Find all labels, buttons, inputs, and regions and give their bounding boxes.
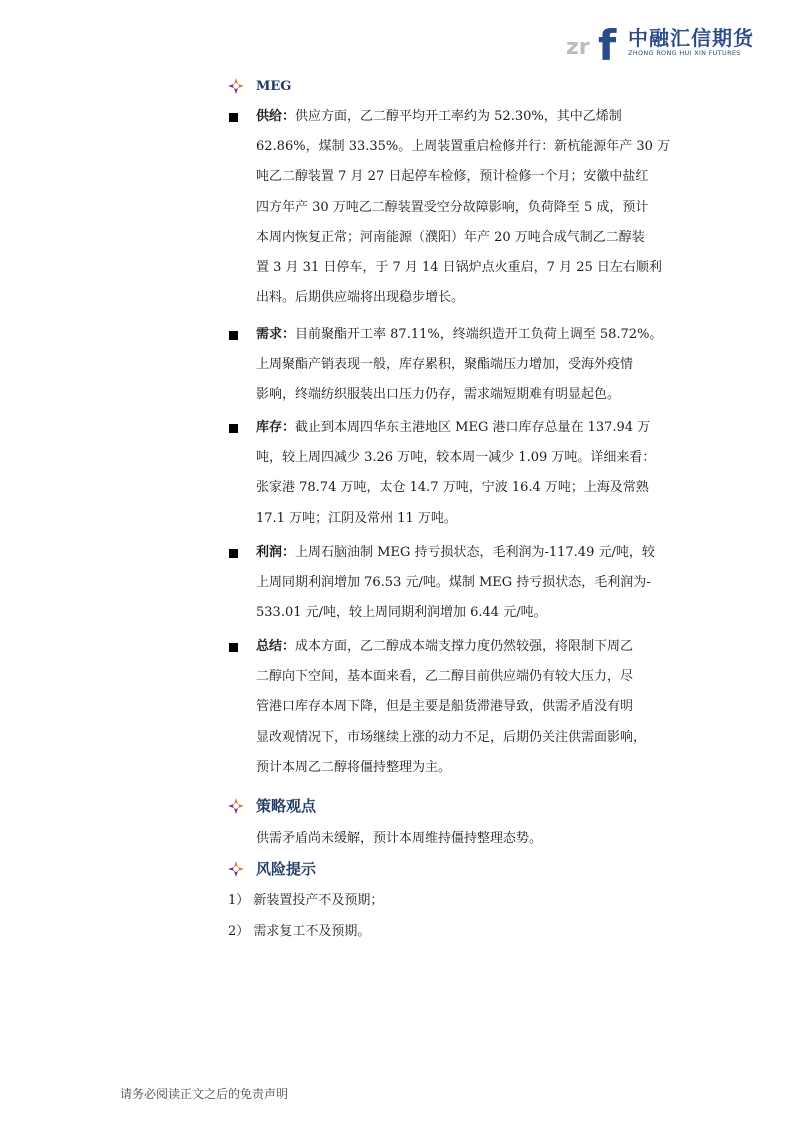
section-title-risk: 风险提示 bbox=[256, 860, 317, 878]
logo-english-name: ZHONG RONG HUI XIN FUTURES bbox=[628, 49, 741, 57]
demand-line: 目前聚酯开工率 87.11%，终端织造开工负荷上调至 58.72%。 bbox=[295, 327, 663, 342]
paragraph-supply bbox=[256, 102, 671, 313]
bullet-square-icon bbox=[229, 549, 238, 558]
inventory-line: 截止到本周四华东主港地区 MEG 港口库存总量在 137.94 万 bbox=[295, 420, 651, 435]
demand-label: 需求： bbox=[256, 327, 296, 342]
section-heading-strategy bbox=[228, 795, 316, 816]
bullet-square-icon bbox=[229, 424, 238, 433]
bullet-square-icon bbox=[229, 643, 238, 652]
supply-line: 62.86%，煤制 33.35%。上周装置重启检修并行：新杭能源年产 30 万 bbox=[256, 139, 671, 155]
supply-line: 本周内恢复正常；河南能源（濮阳）年产 20 万吨合成气制乙二醇装 bbox=[256, 229, 645, 245]
profit-line: 上周同期利润增加 76.53 元/吨。煤制 MEG 持亏损状态，毛利润为- bbox=[256, 575, 651, 591]
demand-line: 上周聚酯产销表现一般，库存累积，聚酯端压力增加，受海外疫情 bbox=[256, 357, 634, 373]
section-heading-risk bbox=[228, 858, 316, 879]
profit-line: 533.01 元/吨，较上周同期利润增加 6.44 元/吨。 bbox=[256, 605, 547, 621]
footer-disclaimer: 请务必阅读正文之后的免责声明 bbox=[120, 1087, 289, 1101]
summary-line: 管港口库存本周下降，但是主要是船货滞港导致，供需矛盾没有明 bbox=[256, 699, 634, 715]
section-arrow-icon bbox=[228, 78, 244, 94]
summary-line: 预计本周乙二醇将僵持整理为主。 bbox=[256, 759, 452, 775]
inventory-line: 张家港 78.74 万吨，太仓 14.7 万吨，宁波 16.4 万吨；上海及常熟 bbox=[256, 480, 649, 496]
paragraph-summary bbox=[256, 632, 662, 783]
inventory-line: 17.1 万吨；江阴及常州 11 万吨。 bbox=[256, 510, 457, 526]
supply-line: 供应方面，乙二醇平均开工率约为 52.30%，其中乙烯制 bbox=[295, 109, 622, 124]
section-title-strategy: 策略观点 bbox=[256, 797, 317, 815]
svg-text:zr: zr bbox=[566, 35, 590, 60]
bullet-square-icon bbox=[229, 113, 238, 122]
risk-item: 2） 需求复工不及预期。 bbox=[228, 924, 371, 939]
supply-line: 四方年产 30 万吨乙二醇装置受空分故障影响，负荷降至 5 成，预计 bbox=[256, 199, 649, 215]
profit-line: 上周石脑油制 MEG 持亏损状态，毛利润为-117.49 元/吨，较 bbox=[295, 545, 655, 560]
section-heading-meg bbox=[228, 78, 291, 94]
summary-line: 二醇向下空间，基本面来看，乙二醇目前供应端仍有较大压力，尽 bbox=[256, 669, 634, 685]
demand-line: 影响，终端纺织服装出口压力仍存，需求端短期难有明显起色。 bbox=[256, 387, 621, 403]
bullet-square-icon bbox=[229, 331, 238, 340]
supply-line: 出料。后期供应端将出现稳步增长。 bbox=[256, 290, 465, 306]
summary-line: 显改观情况下，市场继续上涨的动力不足，后期仍关注供需面影响， bbox=[256, 729, 647, 745]
paragraph-demand bbox=[256, 320, 662, 411]
supply-line: 置 3 月 31 日停车，于 7 月 14 日锅炉点火重启，7 月 25 日左右顺利 bbox=[256, 260, 662, 276]
paragraph-inventory bbox=[256, 413, 662, 534]
section-arrow-icon bbox=[228, 798, 244, 814]
section-title-meg: MEG bbox=[256, 78, 292, 94]
strategy-text: 供需矛盾尚未缓解，预计本周维持僵持整理态势。 bbox=[256, 831, 543, 846]
inventory-label: 库存： bbox=[256, 420, 296, 435]
logo-chinese-name: 中融汇信期货 bbox=[628, 26, 754, 50]
summary-line: 成本方面，乙二醇成本端支撑力度仍然较强，将限制下周乙 bbox=[295, 639, 634, 654]
inventory-line: 吨，较上周四减少 3.26 万吨，较本周一减少 1.09 万吨。详细来看： bbox=[256, 450, 656, 466]
supply-label: 供给： bbox=[256, 109, 296, 124]
svg-text:f: f bbox=[598, 21, 617, 64]
profit-label: 利润： bbox=[256, 545, 296, 560]
summary-label: 总结： bbox=[256, 639, 296, 654]
paragraph-profit bbox=[256, 538, 662, 629]
section-arrow-icon bbox=[228, 861, 244, 877]
risk-item: 1） 新装置投产不及预期； bbox=[228, 893, 384, 908]
supply-line: 吨乙二醇装置 7 月 27 日起停车检修，预计检修一个月；安徽中盐红 bbox=[256, 169, 649, 185]
